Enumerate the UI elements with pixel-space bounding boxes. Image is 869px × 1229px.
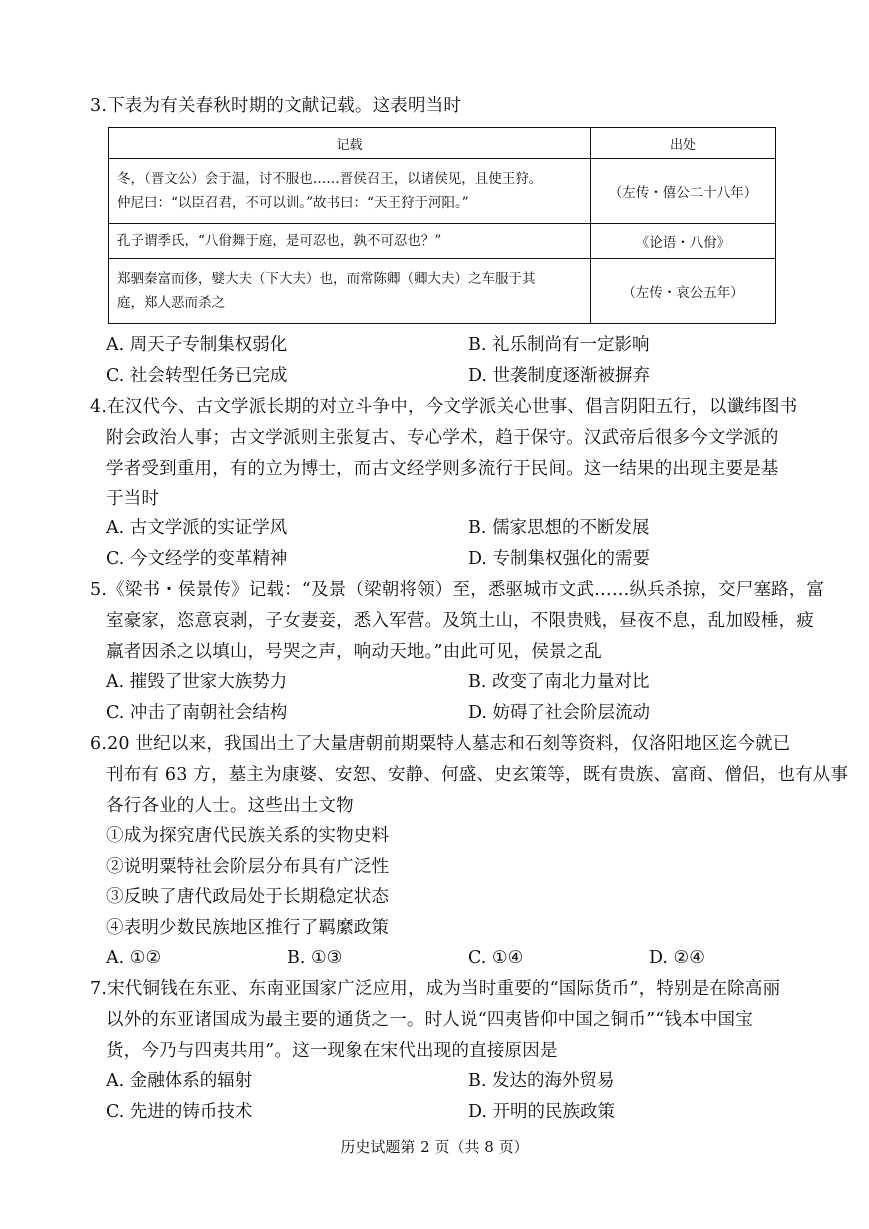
q5-line-2: 室豪家，恣意哀剥，子女妻妾，悉入军营。及筑土山，不限贵贱，昼夜不息，乱加殴棰，疲 (106, 611, 814, 631)
source-cell: 《论语・八佾》 (591, 224, 776, 259)
q3-source-table (108, 127, 776, 324)
q6-item-4: ④表明少数民族地区推行了羁縻政策 (106, 918, 390, 938)
q5-option-a[interactable]: A. 摧毁了世家大族势力 (106, 672, 288, 692)
q7-option-a[interactable]: A. 金融体系的辐射 (106, 1071, 253, 1091)
record-line: 庭，郑人恶而杀之 (117, 295, 225, 311)
q6-line-1: 6.20 世纪以来，我国出土了大量唐朝前期粟特人墓志和石刻等资料，仅洛阳地区迄今就已 (90, 734, 791, 754)
q3-option-b[interactable]: B. 礼乐制尚有一定影响 (468, 335, 650, 355)
record-line: 冬，（晋文公）会于温，讨不服也……晋侯召王，以诸侯见，且使王狩。 (117, 171, 543, 187)
q7-option-d[interactable]: D. 开明的民族政策 (468, 1102, 616, 1122)
q6-line-2: 刊布有 63 方，墓主为康婆、安恕、安静、何盛、史玄策等，既有贵族、富商、僧侣，也有从事 (106, 765, 849, 785)
q3-option-c[interactable]: C. 社会转型任务已完成 (106, 366, 288, 386)
source-cell: （左传・僖公二十八年） (591, 159, 776, 224)
q3-option-a[interactable]: A. 周天子专制集权弱化 (106, 335, 288, 355)
q6-option-b[interactable]: B. ①③ (287, 948, 343, 968)
table-row (109, 224, 776, 259)
page-footer: 历史试题第 2 页（共 8 页） (340, 1138, 529, 1156)
q7-option-b[interactable]: B. 发达的海外贸易 (468, 1071, 615, 1091)
q4-line-2: 附会政治人事；古文学派则主张复古、专心学术，趋于保守。汉武帝后很多今文学派的 (106, 428, 779, 448)
record-line: 孔子谓季氏，“八佾舞于庭，是可忍也，孰不可忍也？” (117, 233, 442, 249)
q4-line-3: 学者受到重用，有的立为博士，而古文经学则多流行于民间。这一结果的出现主要是基 (106, 459, 779, 479)
record-line: 郑驷秦富而侈，嬖大夫（下大夫）也，而常陈卿（卿大夫）之车服于其 (117, 271, 536, 287)
table-header-row (109, 128, 776, 159)
q4-option-d[interactable]: D. 专制集权强化的需要 (468, 549, 651, 569)
q6-line-3: 各行各业的人士。这些出土文物 (106, 796, 354, 816)
q6-option-c[interactable]: C. ①④ (468, 948, 524, 968)
q6-option-a[interactable]: A. ①② (106, 948, 162, 968)
record-line: 仲尼曰：“以臣召君，不可以训。”故书曰：“天王狩于河阳。” (117, 195, 469, 211)
record-cell (109, 224, 591, 259)
q5-option-d[interactable]: D. 妨碍了社会阶层流动 (468, 703, 651, 723)
q4-line-1: 4.在汉代今、古文学派长期的对立斗争中，今文学派关心世事、倡言阴阳五行，以谶纬图书 (90, 397, 798, 417)
q6-item-2: ②说明粟特社会阶层分布具有广泛性 (106, 857, 390, 877)
q5-option-c[interactable]: C. 冲击了南朝社会结构 (106, 703, 288, 723)
record-cell (109, 259, 591, 324)
q4-option-b[interactable]: B. 儒家思想的不断发展 (468, 518, 650, 538)
q7-option-c[interactable]: C. 先进的铸币技术 (106, 1102, 253, 1122)
header-record: 记载 (109, 128, 591, 159)
q4-line-4: 于当时 (106, 489, 160, 509)
table-row (109, 259, 776, 324)
q6-option-d[interactable]: D. ②④ (649, 948, 705, 968)
q5-line-1: 5.《梁书・侯景传》记载：“及景（梁朝将领）至，悉驱城市文武……纵兵杀掠，交尸塞路，富 (90, 580, 825, 600)
q6-item-1: ①成为探究唐代民族关系的实物史料 (106, 826, 390, 846)
q4-option-a[interactable]: A. 古文学派的实证学风 (106, 518, 288, 538)
q7-line-1: 7.宋代铜钱在东亚、东南亚国家广泛应用，成为当时重要的“国际货币”，特别是在除高丽 (90, 979, 781, 999)
q3-option-d[interactable]: D. 世袭制度逐渐被摒弃 (468, 366, 651, 386)
table-row (109, 159, 776, 224)
record-cell (109, 159, 591, 224)
header-source: 出处 (591, 128, 776, 159)
q5-line-3: 羸者因杀之以填山，号哭之声，响动天地。”由此可见，侯景之乱 (106, 642, 602, 662)
q6-item-3: ③反映了唐代政局处于长期稳定状态 (106, 887, 390, 907)
q5-option-b[interactable]: B. 改变了南北力量对比 (468, 672, 650, 692)
source-cell: （左传・哀公五年） (591, 259, 776, 324)
q7-line-2: 以外的东亚诸国成为最主要的通货之一。时人说“四夷皆仰中国之铜币”“钱本中国宝 (106, 1010, 753, 1030)
q4-option-c[interactable]: C. 今文经学的变革精神 (106, 549, 288, 569)
q7-line-3: 货，今乃与四夷共用”。这一现象在宋代出现的直接原因是 (106, 1041, 558, 1061)
q3-stem: 3.下表为有关春秋时期的文献记载。这表明当时 (90, 96, 462, 116)
